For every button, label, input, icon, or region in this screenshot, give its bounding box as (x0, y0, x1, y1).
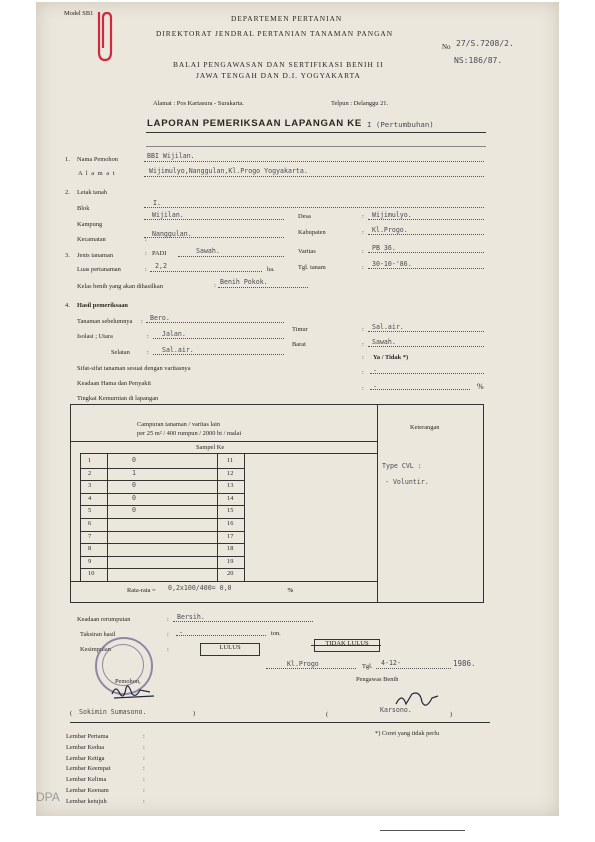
footnote: *) Coret yang tidak perlu (375, 730, 440, 737)
doc-number-value-2: NS:186/87. (454, 56, 503, 65)
lembar-item: Lembar Kelima (66, 776, 107, 784)
blok-value: I. (153, 199, 161, 207)
desa-label: Desa (298, 213, 311, 220)
sample-number: 4 (88, 494, 92, 502)
desa-value: Wijimulyo. (372, 211, 412, 219)
table-sampel-header: Sampel Ke (196, 444, 225, 451)
jenis-value: Sawah. (196, 247, 220, 255)
item-number-2: 2. (65, 189, 70, 196)
luas-unit: ha. (267, 266, 275, 273)
kesimpulan-label: Kesimpulan (80, 646, 111, 653)
keadaan-label: Keadaan rerumputan (77, 616, 131, 623)
timur-value: Sal.air. (372, 323, 404, 331)
tgl-tanam-value: 30-10-'86. (372, 260, 412, 268)
report-title-value: I (Pertumbuhan) (367, 120, 434, 129)
kabupaten-value: Kl.Progo. (372, 226, 408, 234)
report-year: 1986. (453, 659, 476, 668)
blok-label: Blok (77, 205, 90, 212)
balai-title-2: JAWA TENGAH DAN D.I. YOGYAKARTA (196, 71, 361, 80)
sample-number: 12 (227, 469, 234, 477)
doc-number-label: No (442, 43, 451, 51)
sample-number: 17 (227, 532, 234, 540)
lulus-box: LULUS (200, 643, 260, 656)
jenis-label: Jenis tanaman (77, 252, 114, 259)
jenis-prefix: PADI (152, 250, 167, 257)
keterangan-line-1: Type CVL : (382, 462, 422, 470)
sample-number: 14 (227, 494, 234, 502)
watermark: DPA (36, 790, 60, 804)
keterangan-line-2: - Voluntir. (385, 478, 429, 486)
department-title: DEPARTEMEN PERTANIAN (231, 14, 343, 23)
rata-value: 0,2x100/400= 0,0 (168, 584, 232, 592)
sample-number: 1 (88, 457, 92, 464)
sebelumnya-value: Bero. (150, 314, 170, 322)
kecamatan-label: Kecamatan (77, 236, 106, 243)
kampung-value: Wijilan. (152, 211, 184, 219)
item-number-4: 4. (65, 302, 70, 309)
tgl-value: 4-12- (381, 659, 401, 667)
taksiran-label: Taksiran hasil (80, 631, 116, 638)
hasil-label: Hasil pemeriksaan (77, 302, 128, 309)
tgl-label: Tgl. (362, 663, 373, 670)
utara-value: Jalan. (162, 330, 186, 338)
sample-value: 0 (132, 493, 136, 502)
kecamatan-value: Nanggulan. (152, 230, 192, 238)
nama-label: Nama Pemohon (77, 156, 118, 163)
sample-value: 0 (132, 481, 136, 490)
pengawas-title: Pengawas Benih (356, 676, 399, 683)
report-place: Kl.Progo (287, 660, 319, 668)
sample-number: 5 (88, 507, 92, 515)
alamat-value: Wijimulyo,Nanggulan,Kl.Progo Yogyakarta. (149, 167, 308, 175)
kemurnian-value: - (374, 383, 377, 390)
kampung-label: Kampung (77, 221, 103, 228)
selatan-value: Sal.air. (162, 346, 194, 354)
sifat-label: Sifat-sifat tanaman sesuai dengan varitasnya (77, 365, 191, 372)
lembar-item: Lembar Ketiga (66, 754, 105, 762)
pengawas-name: Karsono. (380, 706, 412, 714)
sample-number: 19 (227, 557, 234, 565)
taksiran-unit: ton. (271, 630, 281, 637)
kemurnian-label: Tingkat Kemurnian di lapangan (77, 395, 159, 402)
lembar-item: Lembar Keempat (66, 765, 111, 773)
luas-label: Luas pertanaman (77, 266, 121, 273)
sample-number: 20 (227, 570, 234, 578)
kemurnian-percent: % (477, 382, 484, 391)
sifat-value: Ya / Tidak *) (373, 354, 409, 361)
pemohon-name: Sokimin Sumasono. (79, 708, 147, 716)
tidak-lulus-box: TIDAK LULUS (314, 639, 380, 652)
sample-number: 13 (227, 482, 234, 490)
sample-number: 10 (88, 570, 95, 578)
timur-label: Timur (292, 326, 308, 333)
kelas-value: Benih Pokok. (220, 278, 268, 286)
varitas-label: Varitas (298, 248, 316, 255)
lembar-item: Lembar ketujuh (66, 797, 107, 805)
table-keterangan-header: Keterangan (410, 424, 440, 431)
sample-number: 6 (88, 520, 92, 527)
barat-label: Barat (292, 341, 306, 348)
rata-percent: % (287, 587, 294, 594)
sample-number: 9 (88, 557, 92, 565)
sample-number: 16 (227, 520, 234, 527)
office-address: Alamat : Pos Kartasura - Surakarta. (153, 100, 244, 107)
report-title: LAPORAN PEMERIKSAAN LAPANGAN KE (147, 118, 363, 129)
sample-value: 0 (132, 506, 136, 515)
tgl-tanam-label: Tgl. tanam (298, 264, 326, 271)
sample-number: 18 (227, 545, 234, 553)
office-phone: Telpun : Delanggu 21. (331, 100, 389, 107)
sample-number: 8 (88, 545, 92, 553)
lembar-item: Lembar Keenam (66, 787, 109, 794)
balai-title-1: BALAI PENGAWASAN DAN SERTIFIKASI BENIH II (173, 60, 384, 69)
item-number-3: 3. (65, 252, 70, 259)
table-head-1: Campuran tanaman / varitas lain (137, 421, 221, 428)
sample-number: 11 (227, 457, 234, 464)
keadaan-value: Bersih. (177, 613, 205, 621)
barat-value: Sawah. (372, 338, 396, 346)
taksiran-value: - (180, 629, 183, 636)
selatan-label: Selatan (111, 349, 130, 356)
sample-number: 3 (88, 482, 92, 490)
kabupaten-label: Kabupaten (298, 229, 326, 236)
sample-table (70, 404, 484, 603)
isolasi-label: Isolasi ; Utara (77, 333, 113, 340)
lembar-item: Lembar Pertama (66, 733, 109, 740)
sample-number: 15 (227, 507, 234, 515)
item-number-1: 1. (65, 156, 70, 163)
sebelumnya-label: Tanaman sebelumnya (77, 318, 133, 325)
sample-value: 0 (132, 456, 136, 464)
directorate-title: DIREKTORAT JENDRAL PERTANIAN TANAMAN PANGAN (156, 29, 394, 38)
paper-clip-icon (93, 8, 115, 64)
hama-label: Keadaan Hama dan Penyakit (77, 380, 151, 387)
letak-label: Letak tanah (77, 189, 107, 196)
nama-value: BBI Wijilan. (147, 152, 195, 160)
hama-value: - (374, 367, 377, 374)
kelas-label: Kelas benih yang akan dihasilkan (77, 283, 163, 290)
pemohon-title: Pemohon, (115, 678, 141, 685)
table-head-2: per 25 m² / 400 rumpun / 2000 bt / malai (137, 430, 242, 437)
rata-label: Rata-rata = (127, 587, 156, 594)
sample-number: 7 (88, 532, 92, 540)
model-code: Model SB1 (64, 10, 94, 17)
varitas-value: PB 36. (372, 244, 396, 252)
pemohon-signature (110, 680, 158, 702)
doc-number-value: 27/S.7208/2. (456, 39, 514, 48)
sample-number: 2 (88, 469, 92, 477)
luas-value: 2,2 (155, 262, 167, 270)
lembar-item: Lembar Kedua (66, 743, 105, 751)
sample-value: 1 (132, 468, 136, 477)
alamat-label: A l a m a t (78, 170, 116, 177)
